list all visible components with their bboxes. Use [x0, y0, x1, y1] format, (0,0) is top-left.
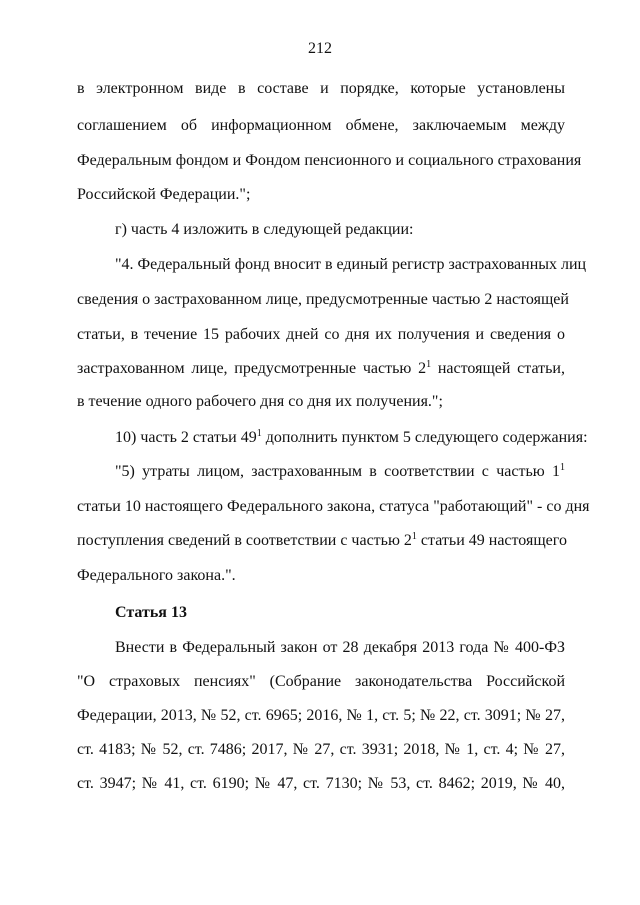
text-segment: настоящей статьи, [431, 360, 565, 377]
superscript: 1 [411, 531, 417, 542]
text-line: Федерального закона.". [77, 567, 236, 584]
text-line: г) часть 4 изложить в следующей редакции: [115, 221, 414, 238]
superscript: 1 [560, 462, 565, 473]
text-segment: "5) утраты лицом, застрахованным в соответствии с частью 1 [115, 463, 560, 480]
text-line [115, 462, 565, 482]
text-line [77, 531, 565, 551]
text-line: соглашением об информационном обмене, заключаемым между [77, 117, 565, 134]
article-heading: Статья 13 [115, 604, 187, 621]
text-line: статьи 10 настоящего Федерального закона, статуса "работающий" - со дня [77, 498, 590, 515]
text-line: в электронном виде в составе и порядке, которые установлены [77, 80, 565, 97]
text-line: в течение одного рабочего дня со дня их получения."; [77, 393, 443, 410]
text-line: ст. 4183; № 52, ст. 7486; 2017, № 27, ст. 3931; 2018, № 1, ст. 4; № 27, [77, 741, 565, 758]
superscript: 1 [426, 359, 432, 370]
text-line: ст. 3947; № 41, ст. 6190; № 47, ст. 7130; № 53, ст. 8462; 2019, № 40, [77, 775, 565, 792]
text-line [115, 428, 588, 448]
text-line: Федеральным фондом и Фондом пенсионного и социального страхования [77, 152, 582, 169]
text-line: Российской Федерации."; [77, 186, 251, 203]
text-line: "4. Федеральный фонд вносит в единый регистр застрахованных лиц [115, 256, 587, 273]
text-line: Федерации, 2013, № 52, ст. 6965; 2016, № 1, ст. 5; № 22, ст. 3091; № 27, [77, 707, 565, 724]
text-segment: дополнить пунктом 5 следующего содержания: [261, 429, 588, 446]
text-segment: застрахованном лице, предусмотренные частью 2 [77, 360, 427, 377]
text-line: сведения о застрахованном лице, предусмотренные частью 2 настоящей [77, 291, 569, 308]
text-line: Внести в Федеральный закон от 28 декабря 2013 года № 400-ФЗ [115, 639, 565, 656]
text-line [77, 359, 565, 379]
text-line: "О страховых пенсиях" (Собрание законодательства Российской [77, 673, 565, 690]
text-segment: статьи 49 настоящего [416, 532, 567, 549]
text-segment: 10) часть 2 статьи 49 [115, 429, 257, 446]
text-segment: поступления сведений в соответствии с частью 2 [77, 532, 412, 549]
superscript: 1 [256, 428, 262, 439]
text-line: статьи, в течение 15 рабочих дней со дня их получения и сведения о [77, 326, 565, 343]
page-number: 212 [308, 40, 332, 57]
